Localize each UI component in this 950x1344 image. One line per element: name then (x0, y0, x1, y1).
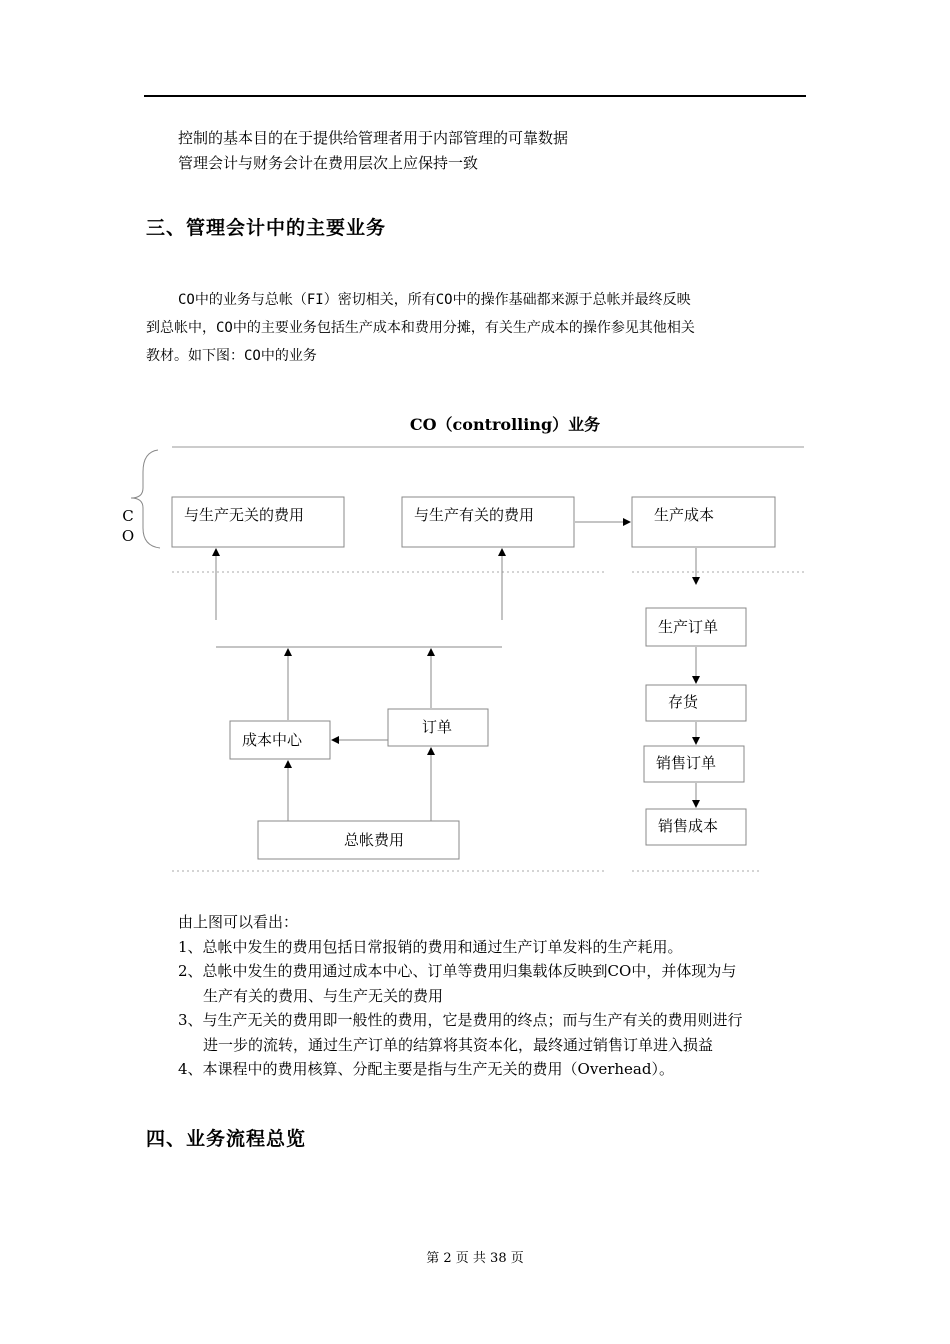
list-item-continuation: 进一步的流转，通过生产订单的结算将其资本化，最终通过销售订单进入损益 (203, 1035, 714, 1054)
intro-line-2: 管理会计与财务会计在费用层次上应保持一致 (178, 154, 479, 172)
section-3-heading: 三、管理会计中的主要业务 (146, 217, 387, 239)
box-order-label: 订单 (422, 718, 453, 736)
paragraph-line: 到总帐中，CO中的主要业务包括生产成本和费用分摊，有关生产成本的操作参见其他相关 (146, 320, 695, 336)
box-gl-expense-label: 总帐费用 (344, 831, 405, 849)
section-3-paragraph (146, 286, 808, 370)
box-unrelated-cost-label: 与生产无关的费用 (184, 506, 305, 524)
box-inventory-label: 存货 (668, 693, 699, 711)
intro-line-1: 控制的基本目的在于提供给管理者用于内部管理的可靠数据 (178, 129, 569, 147)
header-rule (144, 95, 806, 97)
diagram-title: CO（controlling）业务 (409, 415, 601, 434)
co-brace (131, 450, 160, 548)
paragraph-line: CO中的业务与总帐（FI）密切相关，所有CO中的操作基础都来源于总帐并最终反映 (178, 292, 691, 308)
brace-label-o: O (121, 527, 135, 545)
box-production-order-label: 生产订单 (658, 618, 719, 636)
paragraph-line: 教材。如下图：CO中的业务 (146, 348, 317, 364)
box-sales-order-label: 销售订单 (656, 754, 717, 772)
section-4-heading: 四、业务流程总览 (146, 1128, 307, 1150)
box-related-cost-label: 与生产有关的费用 (414, 506, 535, 524)
conclusions-list (178, 910, 743, 1082)
box-production-cost-label: 生产成本 (654, 506, 715, 524)
page-number: 第 2 页 共 38 页 (426, 1251, 524, 1266)
conclusions-lead: 由上图可以看出： (178, 913, 299, 931)
list-item: 2、总帐中发生的费用通过成本中心、订单等费用归集载体反映到CO中，并体现为与 (178, 962, 737, 980)
box-cost-center-label: 成本中心 (242, 731, 303, 749)
box-sales-cost-label: 销售成本 (658, 817, 719, 835)
brace-label-c: C (122, 507, 134, 525)
list-item-continuation: 生产有关的费用、与生产无关的费用 (203, 986, 444, 1005)
list-item: 3、与生产无关的费用即一般性的费用，它是费用的终点；而与生产有关的费用则进行 (178, 1011, 743, 1029)
co-business-diagram (0, 400, 950, 900)
list-item: 1、总帐中发生的费用包括日常报销的费用和通过生产订单发料的生产耗用。 (178, 937, 683, 956)
list-item: 4、本课程中的费用核算、分配主要是指与生产无关的费用（Overhead）。 (178, 1060, 674, 1078)
